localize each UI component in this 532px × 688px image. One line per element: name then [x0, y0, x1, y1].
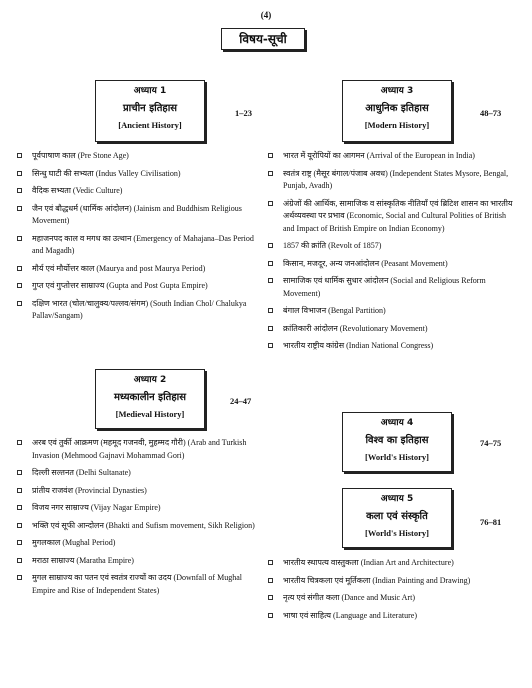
topic-text: सामाजिक एवं धार्मिक सुधार आंदोलन (Social and Religious Reform Movement)	[283, 276, 486, 298]
chapter-hindi-title: मध्यकालीन इतिहास	[113, 392, 187, 403]
checkbox-bullet-icon	[268, 613, 273, 618]
chapter-number: अध्याय 5	[380, 494, 414, 504]
topic-list-item	[17, 185, 262, 198]
chapter-5-pages: 76–81	[480, 517, 502, 527]
topic-list-item	[268, 198, 515, 236]
topic-text: मुगल साम्राज्य का पतन एवं स्वतंत्र राज्यों का उदय (Downfall of Mughal Empire and Rise of Independent States)	[32, 573, 242, 595]
topic-text: महाजनपद काल व मगध का उत्थान (Emergency of Mahajana–Das Period and Magadh)	[32, 233, 254, 255]
chapter-english-title: [World's History]	[365, 528, 429, 538]
checkbox-bullet-icon	[17, 440, 22, 445]
topic-text: स्वतंत्र राष्ट्र (मैसूर बंगाल/पंजाब अवध) (Independent States Mysore, Bengal, Punjab, Avadh)	[283, 168, 509, 190]
topic-list-item	[17, 263, 262, 276]
topic-text: मौर्य एवं मौर्योत्तर काल (Maurya and post Maurya Period)	[32, 263, 206, 273]
topic-list-item	[17, 555, 262, 568]
checkbox-bullet-icon	[17, 523, 22, 528]
chapter-1-topics	[17, 150, 262, 328]
topic-text: अरब एवं तुर्की आक्रमण (महमूद गजनवी, मुहम्मद गौरी) (Arab and Turkish Invasion (Mehmood Gajnavi Mohammad Gori)	[32, 438, 247, 460]
topic-text: विजय नगर साम्राज्य (Vijay Nagar Empire)	[32, 503, 161, 512]
checkbox-bullet-icon	[17, 301, 22, 306]
chapter-5-topics	[268, 557, 515, 627]
topic-text: किसान, मजदूर, अन्य जनआंदोलन (Peasant Movement)	[283, 258, 448, 268]
chapter-3-pages: 48–73	[480, 108, 502, 118]
topic-list-item	[17, 150, 262, 163]
topic-list-item	[268, 305, 515, 318]
chapter-number: अध्याय 2	[133, 375, 167, 385]
checkbox-bullet-icon	[17, 505, 22, 510]
page-number: (4)	[260, 10, 272, 20]
topic-list-item	[268, 275, 515, 300]
topic-text: भारतीय स्थापत्य वास्तुकला (Indian Art and Architecture)	[283, 558, 454, 567]
topic-list-item	[268, 150, 515, 163]
topic-text: मुगलकाल (Mughal Period)	[32, 538, 116, 547]
topic-list-item	[17, 537, 262, 550]
checkbox-bullet-icon	[268, 153, 273, 158]
chapter-1-box	[95, 80, 205, 142]
topic-text: दक्षिण भारत (चोल/चालुक्य/पल्लव/संगम) (South Indian Chol/ Chalukya Pallav/Sangam)	[32, 298, 247, 320]
chapter-2-box	[95, 369, 205, 429]
chapter-number: अध्याय 3	[380, 86, 414, 96]
chapter-4-box	[342, 412, 452, 472]
topic-list-item	[268, 340, 515, 353]
chapter-hindi-title: विश्व का इतिहास	[365, 435, 429, 446]
chapter-english-title: [Ancient History]	[118, 120, 182, 130]
checkbox-bullet-icon	[17, 153, 22, 158]
checkbox-bullet-icon	[268, 201, 273, 206]
chapter-english-title: [Modern History]	[364, 120, 430, 130]
topic-list-item	[268, 610, 515, 623]
checkbox-bullet-icon	[17, 470, 22, 475]
topic-list-item	[17, 280, 262, 293]
topic-list-item	[268, 323, 515, 336]
topic-list-item	[17, 203, 262, 228]
chapter-hindi-title: कला एवं संस्कृति	[366, 511, 428, 522]
topic-list-item	[17, 502, 262, 515]
checkbox-bullet-icon	[17, 188, 22, 193]
topic-list-item	[268, 592, 515, 605]
topic-text: क्रांतिकारी आंदोलन (Revolutionary Movement)	[283, 323, 428, 333]
topic-text: गुप्त एवं गुप्तोत्तर साम्राज्य (Gupta and Post Gupta Empire)	[32, 281, 208, 290]
topic-text: पूर्वपाषाण काल (Pre Stone Age)	[32, 151, 129, 160]
topic-text: 1857 की क्रांति (Revolt of 1857)	[283, 241, 382, 250]
topic-text: दिल्ली सल्तनत (Delhi Sultanate)	[32, 468, 131, 477]
checkbox-bullet-icon	[268, 343, 273, 348]
topic-list-item	[17, 467, 262, 480]
chapter-english-title: [Medieval History]	[115, 409, 185, 419]
checkbox-bullet-icon	[17, 558, 22, 563]
checkbox-bullet-icon	[268, 595, 273, 600]
checkbox-bullet-icon	[268, 578, 273, 583]
checkbox-bullet-icon	[17, 283, 22, 288]
chapter-1-pages: 1–23	[235, 108, 252, 118]
topic-list-item	[17, 520, 262, 533]
topic-text: भक्ति एवं सूफी आन्दोलन (Bhakti and Sufism movement, Sikh Religion)	[32, 520, 255, 530]
topic-list-item	[17, 298, 262, 323]
topic-list-item	[268, 575, 515, 588]
checkbox-bullet-icon	[268, 308, 273, 313]
chapter-english-title: [World's History]	[365, 452, 429, 462]
topic-text: भाषा एवं साहित्य (Language and Literature)	[283, 610, 417, 620]
chapter-hindi-title: प्राचीन इतिहास	[122, 103, 178, 114]
topic-list-item	[268, 258, 515, 271]
chapter-5-box	[342, 488, 452, 548]
checkbox-bullet-icon	[17, 540, 22, 545]
chapter-4-pages: 74–75	[480, 438, 502, 448]
topic-text: प्रांतीय राजवंश (Provincial Dynasties)	[32, 485, 147, 495]
topic-text: नृत्य एवं संगीत कला (Dance and Music Art)	[283, 593, 415, 602]
topic-text: भारत में यूरोपियों का आगमन (Arrival of the European in India)	[283, 151, 475, 160]
topic-list-item	[17, 437, 262, 462]
topic-text: भारतीय चित्रकला एवं मूर्तिकला (Indian Painting and Drawing)	[283, 575, 471, 585]
chapter-2-topics	[17, 437, 262, 602]
checkbox-bullet-icon	[268, 243, 273, 248]
topic-list-item	[268, 557, 515, 570]
topic-list-item	[17, 485, 262, 498]
chapter-2-pages: 24–47	[230, 396, 252, 406]
topic-text: अंग्रेजों की आर्थिक, सामाजिक व सांस्कृतिक नीतियाँ एवं ब्रिटिश शासन का भारतीय अर्थव्यवस्था पर प्रभाव (Economic, Social and Cultural Polities of British and Impact of British Empire on Indian Economy)	[283, 198, 513, 233]
checkbox-bullet-icon	[268, 261, 273, 266]
chapter-3-box	[342, 80, 452, 142]
checkbox-bullet-icon	[17, 575, 22, 580]
checkbox-bullet-icon	[17, 206, 22, 211]
topic-list-item	[17, 168, 262, 181]
topic-list-item	[17, 572, 262, 597]
checkbox-bullet-icon	[268, 560, 273, 565]
checkbox-bullet-icon	[268, 326, 273, 331]
chapter-number: अध्याय 1	[133, 86, 167, 96]
checkbox-bullet-icon	[17, 236, 22, 241]
checkbox-bullet-icon	[268, 278, 273, 283]
table-of-contents-title: विषय-सूची	[221, 28, 305, 50]
topic-list-item	[17, 233, 262, 258]
chapter-number: अध्याय 4	[380, 418, 414, 428]
chapter-3-topics	[268, 150, 515, 358]
topic-text: भारतीय राष्ट्रीय कांग्रेस (Indian National Congress)	[283, 341, 434, 350]
topic-text: सिन्धु घाटी की सभ्यता (Indus Valley Civilisation)	[32, 168, 181, 178]
checkbox-bullet-icon	[268, 171, 273, 176]
checkbox-bullet-icon	[17, 266, 22, 271]
checkbox-bullet-icon	[17, 488, 22, 493]
topic-text: वैदिक सभ्यता (Vedic Culture)	[32, 186, 123, 195]
topic-text: बंगाल विभाजन (Bengal Partition)	[283, 306, 386, 315]
topic-list-item	[268, 240, 515, 253]
topic-text: मराठा साम्राज्य (Maratha Empire)	[32, 555, 134, 565]
checkbox-bullet-icon	[17, 171, 22, 176]
topic-text: जैन एवं बौद्धधर्म (धार्मिक आंदोलन) (Jainism and Buddhism Religious Movement)	[32, 203, 242, 225]
topic-list-item	[268, 168, 515, 193]
chapter-hindi-title: आधुनिक इतिहास	[365, 103, 429, 114]
